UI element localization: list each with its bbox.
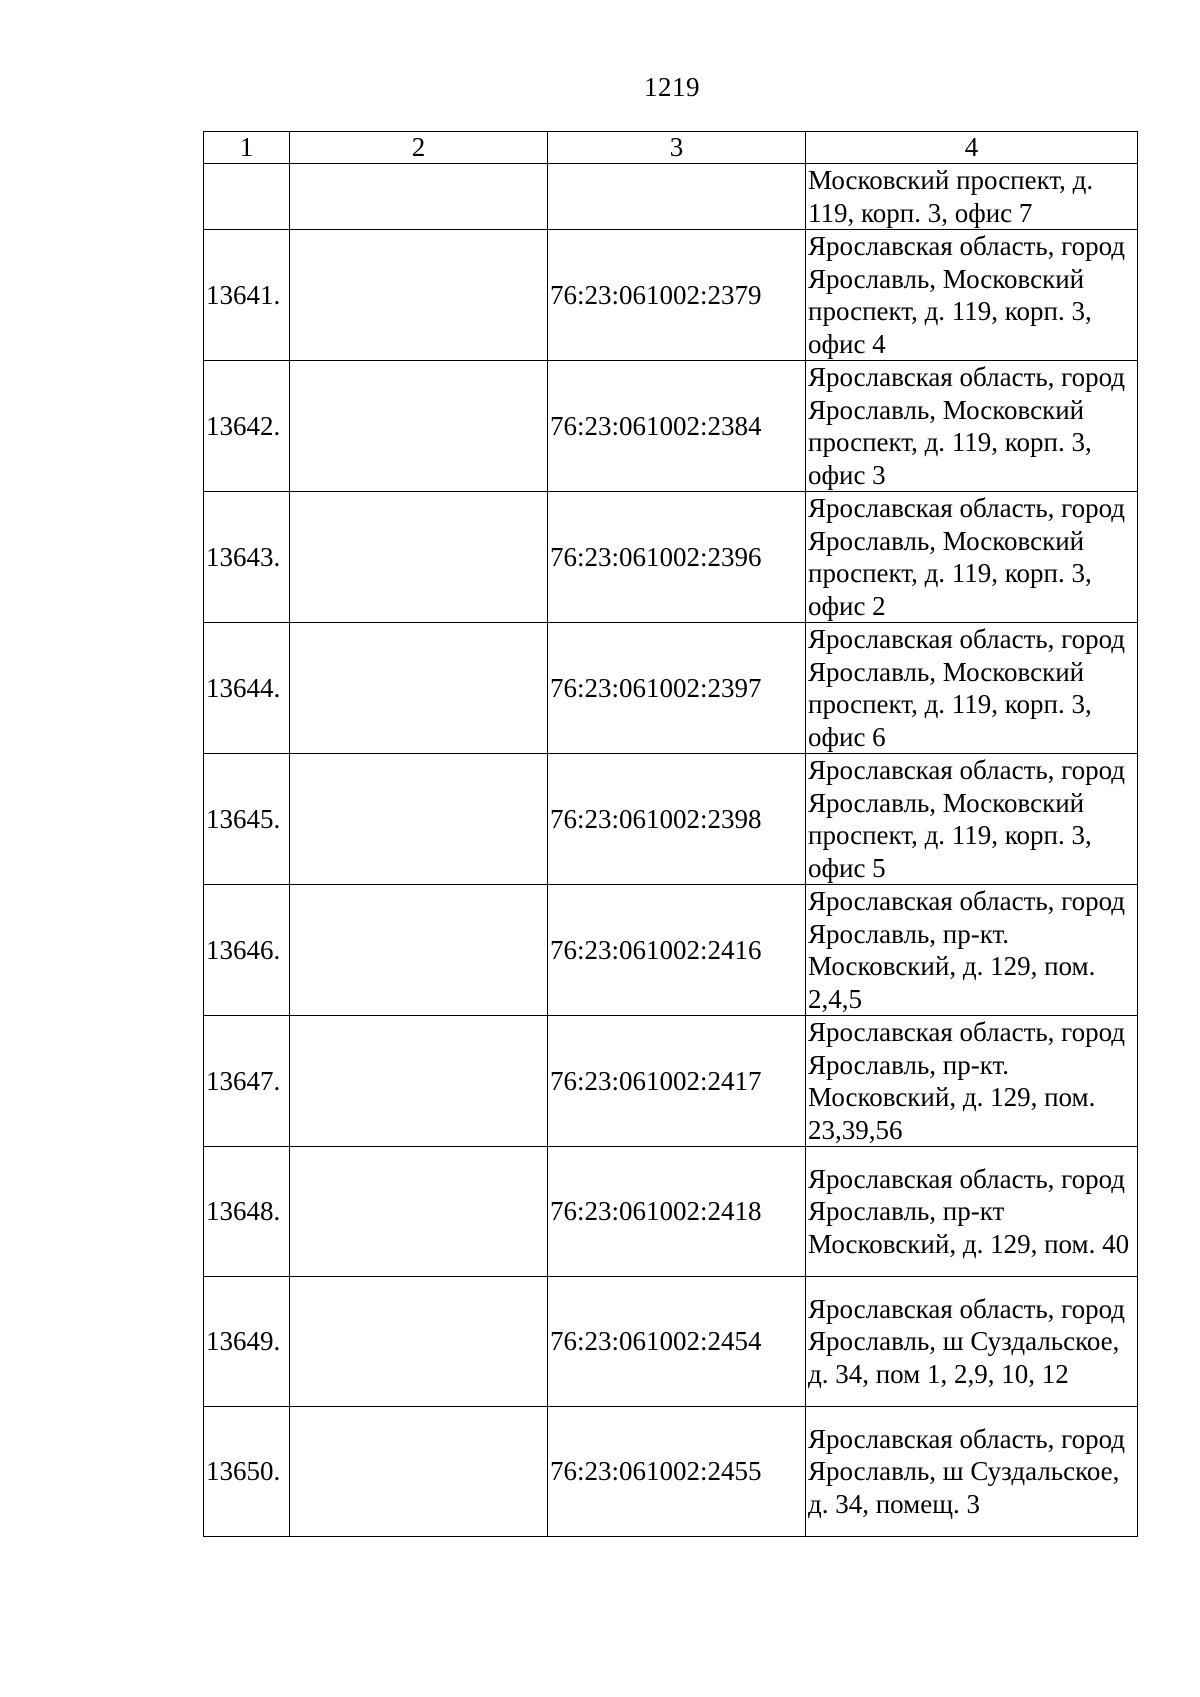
table-row <box>204 1016 1138 1147</box>
cadastral-number-cell: 76:23:061002:2455 <box>548 1407 806 1537</box>
row-number-cell: 13641. <box>204 230 290 361</box>
cadastral-number-cell: 76:23:061002:2398 <box>548 754 806 885</box>
owner-cell <box>290 1147 548 1277</box>
column-number-header: 2 <box>290 132 548 164</box>
cadastral-number-cell <box>548 164 806 230</box>
cadastral-number-cell: 76:23:061002:2454 <box>548 1277 806 1407</box>
row-number-cell: 13642. <box>204 361 290 492</box>
address-cell: Ярославская область, город Ярославль, пр-кт Московский, д. 129, пом. 40 <box>806 1147 1138 1277</box>
address-cell: Ярославская область, город Ярославль, ш Суздальское, д. 34, пом 1, 2,9, 10, 12 <box>806 1277 1138 1407</box>
address-cell: Ярославская область, город Ярославль, пр-кт. Московский, д. 129, пом. 23,39,56 <box>806 1016 1138 1147</box>
row-number-cell: 13650. <box>204 1407 290 1537</box>
table-row <box>204 885 1138 1016</box>
owner-cell <box>290 230 548 361</box>
row-number-cell <box>204 164 290 230</box>
row-number-cell: 13646. <box>204 885 290 1016</box>
address-cell: Ярославская область, город Ярославль, Московский проспект, д. 119, корп. 3, офис 5 <box>806 754 1138 885</box>
registry-table <box>203 131 1138 1537</box>
address-cell: Ярославская область, город Ярославль, Московский проспект, д. 119, корп. 3, офис 2 <box>806 492 1138 623</box>
table-row <box>204 1147 1138 1277</box>
cadastral-number-cell: 76:23:061002:2384 <box>548 361 806 492</box>
owner-cell <box>290 623 548 754</box>
column-number-header: 3 <box>548 132 806 164</box>
cadastral-number-cell: 76:23:061002:2396 <box>548 492 806 623</box>
table-row <box>204 623 1138 754</box>
address-cell: Ярославская область, город Ярославль, Московский проспект, д. 119, корп. 3, офис 4 <box>806 230 1138 361</box>
table-row <box>204 492 1138 623</box>
cadastral-number-cell: 76:23:061002:2417 <box>548 1016 806 1147</box>
cadastral-number-cell: 76:23:061002:2397 <box>548 623 806 754</box>
address-cell: Ярославская область, город Ярославль, Московский проспект, д. 119, корп. 3, офис 3 <box>806 361 1138 492</box>
row-number-cell: 13645. <box>204 754 290 885</box>
address-cell: Московский проспект, д. 119, корп. 3, офис 7 <box>806 164 1138 230</box>
owner-cell <box>290 1407 548 1537</box>
row-number-cell: 13647. <box>204 1016 290 1147</box>
table-row <box>204 230 1138 361</box>
column-number-header: 1 <box>204 132 290 164</box>
cadastral-number-cell: 76:23:061002:2416 <box>548 885 806 1016</box>
owner-cell <box>290 1016 548 1147</box>
table-row <box>204 1407 1138 1537</box>
column-number-row <box>204 132 1138 164</box>
row-number-cell: 13648. <box>204 1147 290 1277</box>
table-row <box>204 1277 1138 1407</box>
page-number: 1219 <box>644 72 700 102</box>
owner-cell <box>290 1277 548 1407</box>
row-number-cell: 13649. <box>204 1277 290 1407</box>
cadastral-number-cell: 76:23:061002:2418 <box>548 1147 806 1277</box>
address-cell: Ярославская область, город Ярославль, ш Суздальское, д. 34, помещ. 3 <box>806 1407 1138 1537</box>
owner-cell <box>290 164 548 230</box>
row-number-cell: 13643. <box>204 492 290 623</box>
continuation-row <box>204 164 1138 230</box>
table-row <box>204 754 1138 885</box>
owner-cell <box>290 885 548 1016</box>
address-cell: Ярославская область, город Ярославль, Московский проспект, д. 119, корп. 3, офис 6 <box>806 623 1138 754</box>
column-number-header: 4 <box>806 132 1138 164</box>
row-number-cell: 13644. <box>204 623 290 754</box>
owner-cell <box>290 361 548 492</box>
owner-cell <box>290 492 548 623</box>
cadastral-number-cell: 76:23:061002:2379 <box>548 230 806 361</box>
address-cell: Ярославская область, город Ярославль, пр-кт. Московский, д. 129, пом. 2,4,5 <box>806 885 1138 1016</box>
owner-cell <box>290 754 548 885</box>
table-row <box>204 361 1138 492</box>
